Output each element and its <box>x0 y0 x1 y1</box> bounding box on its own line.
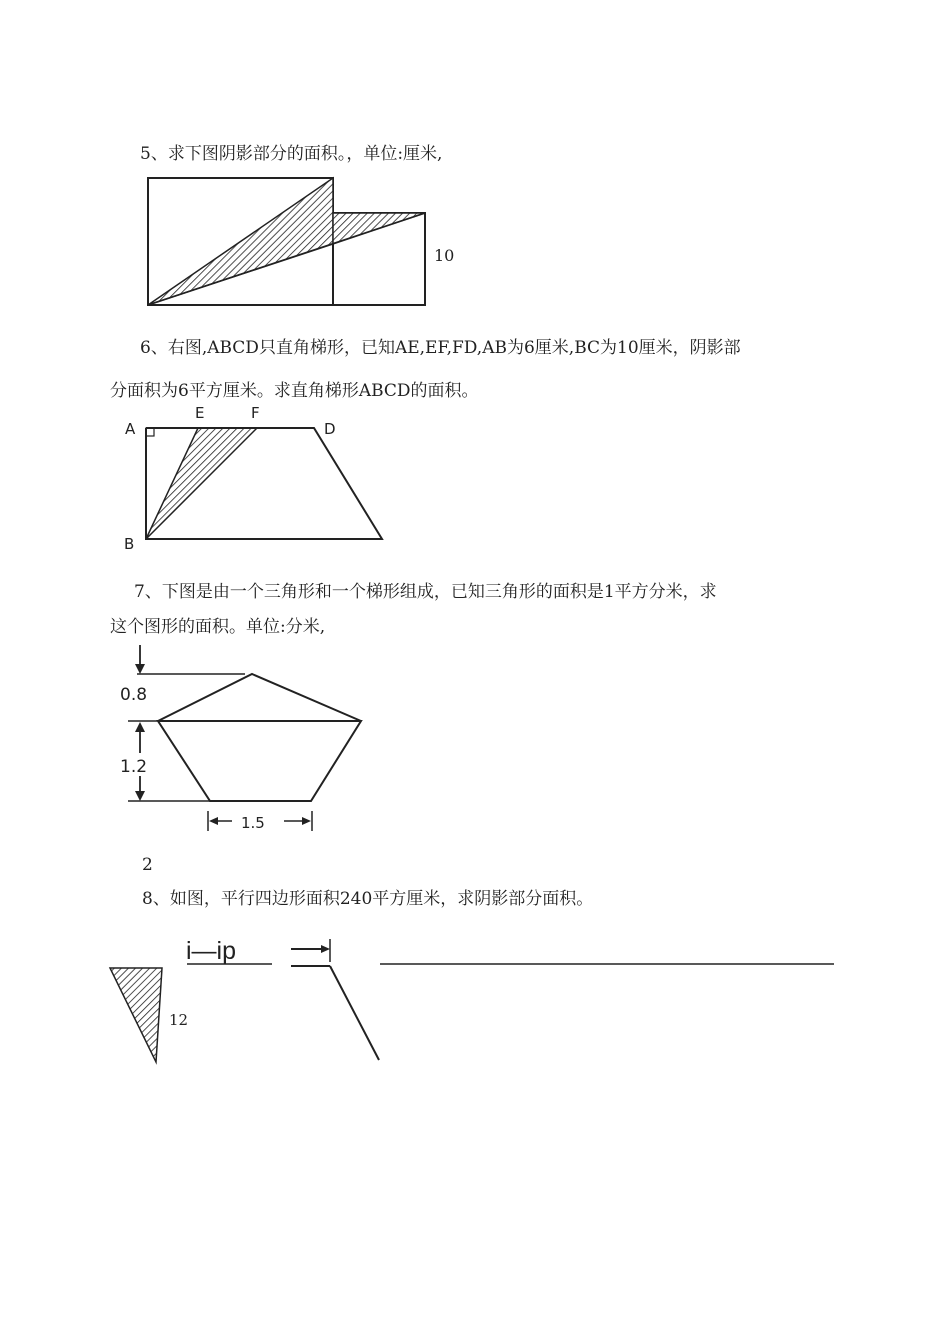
problem-6-line-2: 分面积为6平方厘米。求直角梯形ABCD的面积。 <box>110 381 479 401</box>
p8-shaded-triangle <box>110 968 162 1062</box>
p7-label-0-8: 0.8 <box>120 685 148 705</box>
p8-parallelogram-side <box>330 966 379 1060</box>
p8-label-12: 12 <box>169 1011 189 1029</box>
p7-stray-number: 2 <box>142 855 153 875</box>
p6-label-e: E <box>195 404 205 422</box>
p8-ocr-artifact: i—ip <box>186 937 237 965</box>
p5-shaded-triangle-right <box>333 213 425 244</box>
p7-upper-arrowhead <box>135 722 145 732</box>
p7-lower-arrowhead <box>135 791 145 801</box>
p6-label-f: F <box>251 404 260 422</box>
p7-top-arrowhead <box>135 664 145 674</box>
p5-left-rectangle <box>148 178 333 305</box>
p6-label-b: B <box>124 535 135 553</box>
problem-7-line-2: 这个图形的面积。单位:分米, <box>110 617 326 637</box>
p5-label-10: 10 <box>434 246 455 265</box>
p7-label-1-2: 1.2 <box>120 757 148 777</box>
problem-6-line-1: 6、右图,ABCD只直角梯形，已知AE,EF,FD,AB为6厘米,BC为10厘米，阴影部 <box>140 338 741 358</box>
problem-5-text: 5、求下图阴影部分的面积。，单位:厘米, <box>140 144 443 164</box>
p7-dim-left-arrowhead <box>209 817 218 825</box>
problem-7-line-1: 7、下图是由一个三角形和一个梯形组成，已知三角形的面积是1平方分米，求 <box>134 582 717 602</box>
p5-shaded-triangle-left <box>148 178 333 305</box>
p6-label-a: A <box>125 420 136 438</box>
problem-8-text: 8、如图，平行四边形面积240平方厘米，求阴影部分面积。 <box>142 889 594 909</box>
p6-shaded-triangle <box>146 428 257 539</box>
p8-dimension-arrowhead <box>321 945 330 953</box>
p7-dim-right-arrowhead <box>302 817 311 825</box>
p6-trapezoid <box>146 428 382 539</box>
p7-trapezoid <box>158 721 361 801</box>
p7-label-1-5: 1.5 <box>241 814 265 832</box>
p6-right-angle-mark <box>146 428 154 436</box>
p6-label-d: D <box>324 420 336 438</box>
p5-right-square <box>333 213 425 305</box>
p5-diagonal-line <box>148 213 425 305</box>
p7-triangle <box>158 674 361 721</box>
